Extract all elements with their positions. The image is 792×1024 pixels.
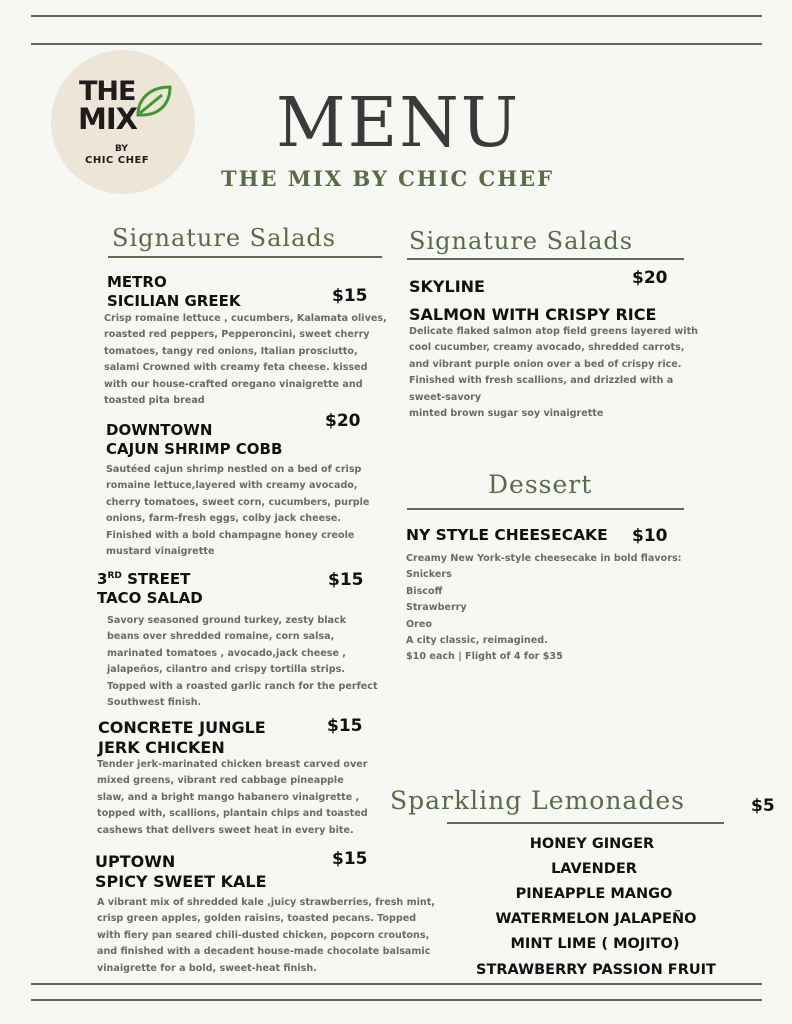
lemonade-flavor: PINEAPPLE MANGO (515, 886, 673, 902)
top-rule-1 (31, 15, 762, 17)
top-rule-2 (31, 43, 762, 45)
dessert-heading-rule (407, 508, 684, 510)
logo-line-3: BY (115, 144, 128, 154)
lemonades-price: $5 (751, 796, 775, 816)
item-price: $10 (632, 526, 668, 546)
item-price: $20 (632, 268, 668, 288)
item-description: Creamy New York-style cheesecake in bold flavors: Snickers Biscoff Strawberry Oreo A city classic, reimagined. $10 each | Flight of 4 for $35 (406, 553, 682, 663)
item-description: Crisp romaine lettuce , cucumbers, Kalamata olives, roasted red peppers, Pepperoncini, sweet cherry tomatoes, tangy red onions, Italian prosciutto, salami Crowned with creamy feta cheese. kissed with our house-crafted oregano vinaigrette and toasted pita bread (104, 313, 387, 407)
bottom-rule-1 (31, 983, 762, 985)
logo-line-1: THE (79, 76, 136, 107)
logo-line-2: MIX (78, 102, 138, 136)
dessert-heading: Dessert (488, 470, 593, 499)
left-heading-rule (108, 256, 382, 258)
item-name: UPTOWN SPICY SWEET KALE (95, 852, 267, 891)
page-title: MENU (276, 84, 521, 163)
lemonade-flavor: MINT LIME ( MOJITO) (510, 936, 680, 952)
item-price: $15 (327, 716, 363, 736)
item-description: Sautéed cajun shrimp nestled on a bed of crisp romaine lettuce,layered with creamy avocado, cherry tomatoes, sweet corn, cucumbers, purple onions, farm-fresh eggs, colby jack cheese. Finished with a bold champagne honey creole mustard vinaigrette (106, 464, 370, 558)
lemonade-flavor: STRAWBERRY PASSION FRUIT (476, 962, 716, 978)
item-price: $15 (332, 849, 368, 869)
item-price: $20 (325, 411, 361, 431)
right-section-heading: Signature Salads (409, 227, 634, 255)
item-price: $15 (332, 286, 368, 306)
item-description: Savory seasoned ground turkey, zesty black beans over shredded romaine, corn salsa, marinated tomatoes , avocado,jack cheese , jalapeños, cilantro and crispy tortilla strips. Topped with a roasted garlic ranch for the perfect Southwest finish. (107, 615, 378, 709)
left-section-heading: Signature Salads (112, 224, 337, 252)
lemonade-flavor: WATERMELON JALAPEÑO (495, 911, 697, 927)
item-name: CONCRETE JUNGLE JERK CHICKEN (98, 718, 266, 757)
item-description: A vibrant mix of shredded kale ,juicy strawberries, fresh mint, crisp green apples, golden raisins, toasted pecans. Topped with fiery pan seared chili-dusted chicken, popcorn croutons, and finished with a decadent house-made chocolate balsamic vinaigrette for a bold, sweet-heat finish. (97, 897, 435, 974)
lemonades-heading: Sparkling Lemonades (390, 786, 685, 815)
lemonade-flavor: LAVENDER (551, 861, 637, 877)
bottom-rule-2 (31, 999, 762, 1001)
item-name: 3RD STREET TACO SALAD (97, 570, 203, 607)
lemonades-heading-rule (447, 822, 724, 824)
right-heading-rule (407, 258, 684, 260)
lemonade-flavor: HONEY GINGER (529, 836, 655, 852)
item-description: Delicate flaked salmon atop field greens layered with cool cucumber, creamy avocado, shredded carrots, and vibrant purple onion over a bed of crispy rice. Finished with fresh scallions, and drizzled with a sweet-savory minted brown sugar soy vinaigrette (409, 326, 698, 420)
item-name: METRO SICILIAN GREEK (107, 273, 241, 310)
item-price: $15 (328, 570, 364, 590)
item-description: Tender jerk-marinated chicken breast carved over mixed greens, vibrant red cabbage pineapple slaw, and a bright mango habanero vinaigrette , topped with, scallions, plantain chips and toasted cashews that delivers sweet heat in every bite. (97, 759, 368, 836)
item-name: DOWNTOWN CAJUN SHRIMP COBB (106, 421, 283, 458)
logo-line-4: CHIC CHEF (85, 155, 150, 166)
item-name: NY STYLE CHEESECAKE (406, 526, 608, 544)
item-name: SKYLINE SALMON WITH CRISPY RICE (409, 277, 657, 324)
page-subtitle: THE MIX BY CHIC CHEF (221, 166, 555, 191)
leaf-icon (134, 83, 174, 119)
